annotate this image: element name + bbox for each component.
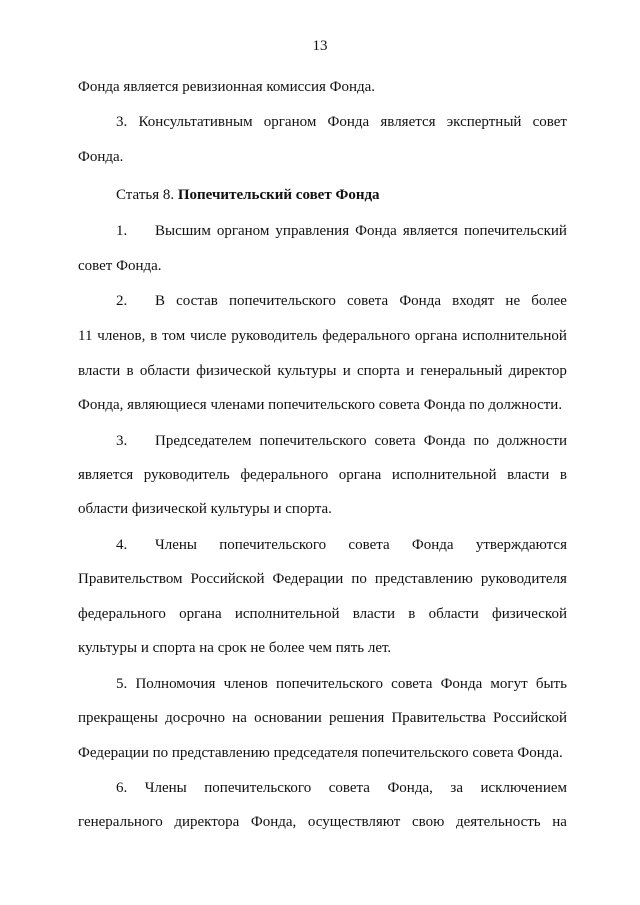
word: области bbox=[139, 363, 190, 379]
word: Правительства bbox=[391, 710, 486, 726]
word: Председателем bbox=[155, 433, 252, 449]
word: в bbox=[559, 467, 567, 483]
item-2-line-2 bbox=[78, 327, 567, 345]
item-3-line-2 bbox=[78, 466, 567, 484]
word: состав bbox=[176, 293, 218, 309]
word: экспертный bbox=[446, 114, 522, 130]
word: должности bbox=[497, 433, 567, 449]
word: более bbox=[531, 293, 567, 309]
word: 5. bbox=[116, 676, 128, 692]
word: Высшим bbox=[155, 223, 211, 239]
word: совета bbox=[348, 537, 390, 553]
text-line: Федерации по представлению председателя попечительского совета Фонда. bbox=[78, 745, 563, 761]
word: в bbox=[150, 328, 158, 344]
word: попечительского bbox=[276, 676, 383, 692]
word: генерального bbox=[78, 814, 163, 830]
word: и bbox=[406, 363, 415, 379]
word: культуры bbox=[277, 363, 337, 379]
word: входят bbox=[452, 293, 495, 309]
text-line: Фонда, являющиеся членами попечительского совета Фонда по должности. bbox=[78, 397, 563, 413]
word: по bbox=[473, 433, 490, 449]
word: Фонда bbox=[423, 433, 466, 449]
word: попечительского bbox=[204, 780, 312, 796]
word: том bbox=[162, 328, 186, 344]
word: числе bbox=[190, 328, 227, 344]
word: является bbox=[380, 114, 436, 130]
word: исключением bbox=[480, 780, 567, 796]
word: Федерации bbox=[272, 571, 344, 587]
word: 3. bbox=[116, 114, 128, 130]
text-line: культуры и спорта на срок не более чем пять лет. bbox=[78, 640, 392, 656]
text-line: Фонда. bbox=[78, 149, 124, 165]
word: представлению bbox=[374, 571, 473, 587]
word: исполнительной bbox=[391, 467, 497, 483]
word: в bbox=[408, 606, 416, 622]
text-line: области физической культуры и спорта. bbox=[78, 501, 332, 517]
paragraph-3-line-1 bbox=[116, 113, 567, 131]
word: исполнительной bbox=[234, 606, 340, 622]
word: на bbox=[232, 710, 247, 726]
word: физической bbox=[196, 363, 272, 379]
word: директора bbox=[174, 814, 240, 830]
page-number: 13 bbox=[312, 38, 328, 54]
word: Российской bbox=[190, 571, 265, 587]
word: Полномочия bbox=[135, 676, 216, 692]
item-number: 1. bbox=[116, 223, 128, 239]
word: директор bbox=[508, 363, 567, 379]
word: Фонда, bbox=[387, 780, 433, 796]
word: не bbox=[505, 293, 521, 309]
item-6-line-2 bbox=[78, 813, 567, 831]
item-1-line-1 bbox=[155, 222, 567, 240]
word: В bbox=[155, 293, 166, 309]
word: членов bbox=[223, 676, 268, 692]
item-number: 3. bbox=[116, 433, 128, 449]
word: является bbox=[402, 223, 458, 239]
word: органом bbox=[216, 223, 270, 239]
word: Российской bbox=[493, 710, 567, 726]
word: совета bbox=[328, 780, 370, 796]
word: членов, bbox=[97, 328, 146, 344]
word: совета bbox=[391, 676, 433, 692]
word: спорта bbox=[356, 363, 400, 379]
word: в bbox=[126, 363, 134, 379]
word: Члены bbox=[155, 537, 197, 553]
item-5-line-2 bbox=[78, 709, 567, 727]
word: попечительский bbox=[463, 223, 567, 239]
word: совета bbox=[346, 293, 389, 309]
word: основании bbox=[254, 710, 322, 726]
word: по bbox=[351, 571, 367, 587]
word: попечительского bbox=[259, 433, 367, 449]
word: является bbox=[78, 467, 134, 483]
word: власти bbox=[78, 363, 121, 379]
word: попечительского bbox=[228, 293, 336, 309]
word: органа bbox=[338, 467, 382, 483]
word: Фонда bbox=[440, 676, 483, 692]
word: прекращены bbox=[78, 710, 158, 726]
word: руководитель bbox=[231, 328, 318, 344]
word: утверждаются bbox=[475, 537, 567, 553]
word: исполнительной bbox=[462, 328, 567, 344]
word: попечительского bbox=[219, 537, 327, 553]
article-heading bbox=[116, 186, 567, 204]
word: осуществляют bbox=[307, 814, 401, 830]
word: совет bbox=[532, 114, 567, 130]
word: на bbox=[552, 814, 567, 830]
item-4-line-3 bbox=[78, 605, 567, 623]
article-number: Статья 8. bbox=[116, 187, 175, 203]
word: Фонда bbox=[411, 537, 454, 553]
text-line: Фонда является ревизионная комиссия Фонда. bbox=[78, 79, 376, 95]
word: власти bbox=[507, 467, 550, 483]
word: власти bbox=[352, 606, 396, 622]
word: управления bbox=[275, 223, 350, 239]
item-5-line-1 bbox=[116, 675, 567, 693]
article-title: Попечительский совет Фонда bbox=[177, 187, 380, 203]
word: генеральный bbox=[420, 363, 503, 379]
word: свою bbox=[411, 814, 445, 830]
word: Фонда bbox=[355, 223, 397, 239]
item-2-line-3 bbox=[78, 362, 567, 380]
item-4-line-1 bbox=[155, 536, 567, 554]
word: решения bbox=[328, 710, 385, 726]
word: Правительством bbox=[78, 571, 183, 587]
word: и bbox=[342, 363, 351, 379]
word: за bbox=[450, 780, 463, 796]
word: 6. bbox=[116, 780, 128, 796]
word: Фонда bbox=[399, 293, 441, 309]
word: могут bbox=[490, 676, 528, 692]
item-number: 4. bbox=[116, 537, 128, 553]
word: органа bbox=[414, 328, 458, 344]
word: Члены bbox=[144, 780, 187, 796]
word: Консультативным bbox=[138, 114, 253, 130]
word: руководителя bbox=[480, 571, 567, 587]
word: федерального bbox=[78, 606, 166, 622]
word: Фонда, bbox=[250, 814, 297, 830]
item-3-line-1 bbox=[155, 432, 567, 450]
word: физической bbox=[491, 606, 567, 622]
word: органа bbox=[179, 606, 222, 622]
word: Фонда bbox=[327, 114, 370, 130]
word: федерального bbox=[240, 467, 329, 483]
item-6-line-1 bbox=[116, 779, 567, 797]
word: досрочно bbox=[165, 710, 225, 726]
item-2-line-1 bbox=[155, 292, 567, 310]
word: совета bbox=[374, 433, 416, 449]
word: области bbox=[428, 606, 479, 622]
item-4-line-2 bbox=[78, 570, 567, 588]
word: руководитель bbox=[143, 467, 230, 483]
word: федерального bbox=[322, 328, 411, 344]
word: органом bbox=[263, 114, 317, 130]
word: деятельность bbox=[455, 814, 541, 830]
word: 11 bbox=[78, 328, 93, 344]
text-line: совет Фонда. bbox=[78, 258, 162, 274]
word: быть bbox=[535, 676, 567, 692]
item-number: 2. bbox=[116, 293, 128, 309]
